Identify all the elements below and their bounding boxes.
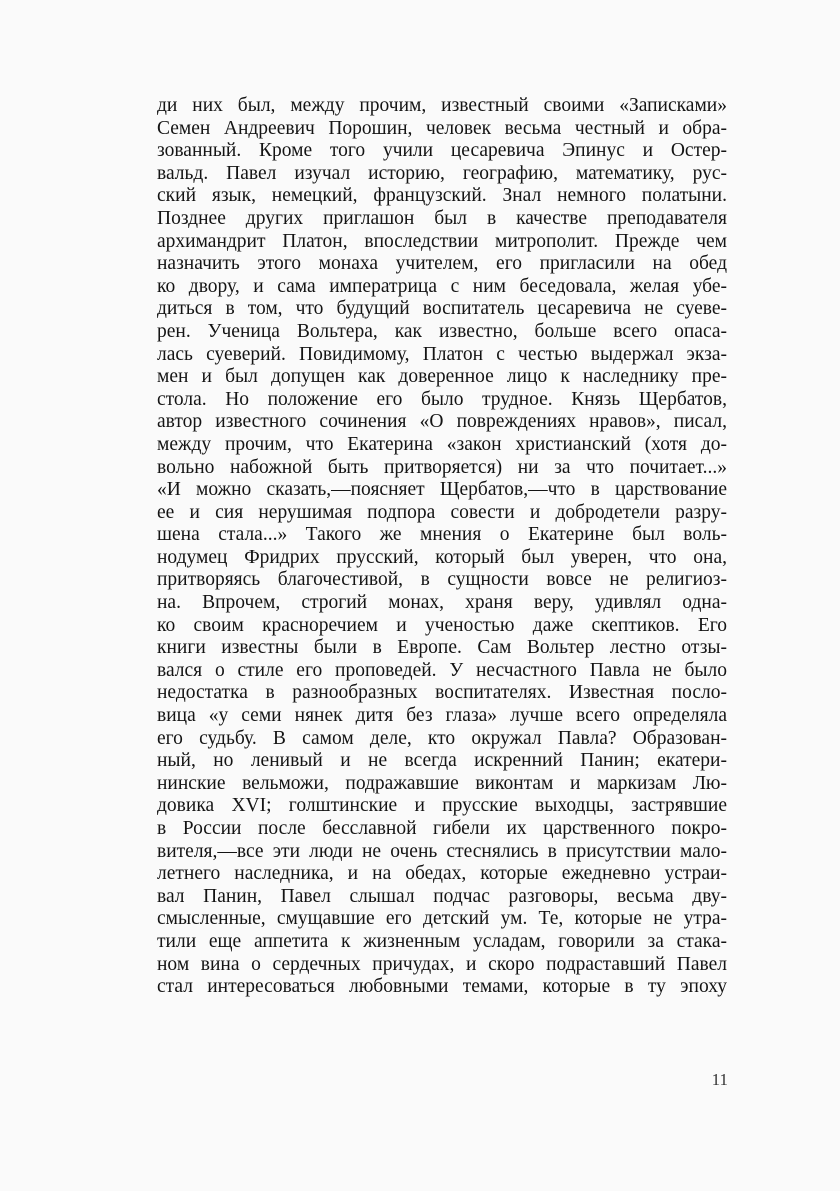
- text-line: вольно набожной быть притворяется) ни за что почитает...»: [157, 456, 727, 478]
- text-line: в России после бесславной гибели их царственного покро-: [157, 818, 727, 839]
- text-line: между прочим, что Екатерина «закон христианский (хотя до-: [157, 433, 727, 455]
- text-line: рен. Ученица Вольтера, как известно, больше всего опаса-: [157, 320, 727, 342]
- text-line: «И можно сказать,—поясняет Щербатов,—что в царствование: [157, 479, 727, 501]
- text-line: вал Панин, Павел слышал подчас разговоры, весьма дву-: [157, 885, 727, 907]
- text-line: шена стала...» Такого же мнения о Екатерине был воль-: [157, 524, 727, 546]
- page-number: 11: [711, 1070, 728, 1089]
- text-line: ном вина о сердечных причудах, и скоро подраставший Павел: [157, 953, 727, 975]
- text-line: притворяясь благочестивой, в сущности вовсе не религиоз-: [157, 569, 727, 591]
- text-line: тили еще аппетита к жизненным усладам, говорили за стака-: [157, 930, 727, 952]
- text-line: мен и был допущен как доверенное лицо к наследнику пре-: [157, 366, 727, 388]
- body-text: [157, 95, 727, 999]
- text-line: летнего наследника, и на обедах, которые ежедневно устраи-: [157, 863, 727, 885]
- text-line: смысленные, смущавшие его детский ум. Те, которые не утра-: [157, 908, 727, 930]
- text-line: довика XVI; голштинские и прусские выходцы, застрявшие: [157, 795, 727, 817]
- text-line: книги известны были в Европе. Сам Вольтер лестно отзы-: [157, 637, 727, 659]
- text-line: вица «у семи нянек дитя без глаза» лучше всего определяла: [157, 705, 727, 727]
- text-line: зованный. Кроме того учили цесаревича Эпинус и Остер-: [157, 140, 727, 162]
- text-line: стал интересоваться любовными темами, которые в ту эпоху: [157, 976, 727, 998]
- text-line: лась суеверий. Повидимому, Платон с честью выдержал экза-: [157, 343, 727, 365]
- text-line: недостатка в разнообразных воспитателях. Известная посло-: [157, 682, 727, 704]
- text-line: нинские вельможи, подражавшие виконтам и маркизам Лю-: [157, 772, 727, 794]
- text-line: ее и сия нерушимая подпора совести и добродетели разру-: [157, 501, 727, 523]
- text-line: автор известного сочинения «О повреждениях нравов», писал,: [157, 411, 727, 433]
- text-line: назначить этого монаха учителем, его пригласили на обед: [157, 253, 727, 275]
- text-line: Семен Андреевич Порошин, человек весьма честный и обра-: [157, 117, 727, 139]
- text-line: диться в том, что будущий воспитатель цесаревича не суеве-: [157, 298, 727, 320]
- text-line: ди них был, между прочим, известный своими «Записками»: [157, 95, 727, 116]
- text-line: нодумец Фридрих прусский, который был уверен, что она,: [157, 546, 727, 568]
- text-line: Позднее других приглашон был в качестве преподавателя: [157, 207, 727, 229]
- text-line: стола. Но положение его было трудное. Князь Щербатов,: [157, 388, 727, 410]
- text-line: на. Впрочем, строгий монах, храня веру, удивлял одна-: [157, 592, 727, 614]
- text-line: вителя,—все эти люди не очень стеснялись в присутствии мало-: [157, 840, 727, 862]
- text-line: ко своим красноречием и ученостью даже скептиков. Его: [157, 614, 727, 636]
- text-line: ский язык, немецкий, французский. Знал немного полатыни.: [157, 185, 727, 207]
- text-line: вался о стиле его проповедей. У несчастного Павла не было: [157, 659, 727, 681]
- text-line: ко двору, и сама императрица с ним беседовала, желая убе-: [157, 275, 727, 297]
- text-line: его судьбу. В самом деле, кто окружал Павла? Образован-: [157, 727, 727, 749]
- text-line: ный, но ленивый и не всегда искренний Панин; екатери-: [157, 750, 727, 772]
- text-line: архимандрит Платон, впоследствии митрополит. Прежде чем: [157, 230, 727, 252]
- text-line: вальд. Павел изучал историю, географию, математику, рус-: [157, 162, 727, 184]
